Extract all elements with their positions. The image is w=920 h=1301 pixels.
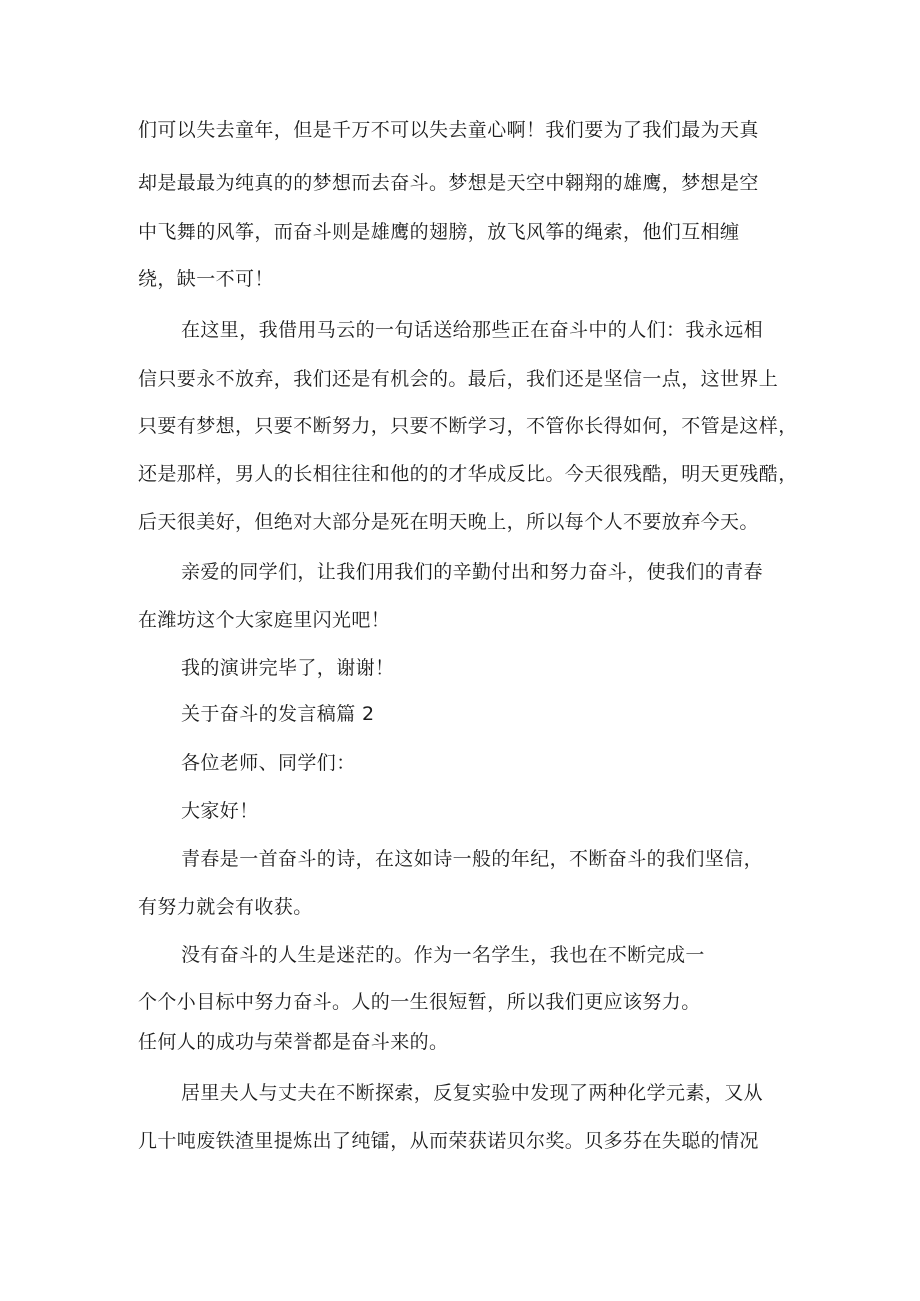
paragraph-line: 信只要永不放弃，我们还是有机会的。最后，我们还是坚信一点，这世界上 <box>138 368 779 390</box>
paragraph-line: 还是那样，男人的长相往往和他的的才华成反比。今天很残酷，明天更残酷， <box>138 463 798 485</box>
paragraph-line: 中飞舞的风筝，而奋斗则是雄鹰的翅膀，放飞风筝的绳索，他们互相缠 <box>138 221 740 243</box>
paragraph-line: 们可以失去童年，但是千万不可以失去童心啊！我们要为了我们最为天真 <box>138 119 759 141</box>
paragraph-line: 几十吨废铁渣里提炼出了纯镭，从而荣获诺贝尔奖。贝多芬在失聪的情况 <box>138 1130 759 1152</box>
paragraph-line: 居里夫人与丈夫在不断探索，反复实验中发现了两种化学元素，又从 <box>181 1082 764 1104</box>
paragraph-line: 亲爱的同学们，让我们用我们的辛勤付出和努力奋斗，使我们的青春 <box>181 561 764 583</box>
paragraph-line: 却是最最为纯真的的梦想而去奋斗。梦想是天空中翱翔的雄鹰，梦想是空 <box>138 172 759 194</box>
greeting-line: 大家好！ <box>181 800 259 822</box>
section-title: 关于奋斗的发言稿篇 2 <box>181 703 375 725</box>
paragraph-line: 在这里，我借用马云的一句话送给那些正在奋斗中的人们：我永远相 <box>181 319 764 341</box>
paragraph-line: 没有奋斗的人生是迷茫的。作为一名学生，我也在不断完成一 <box>181 944 705 966</box>
paragraph-line: 后天很美好，但绝对大部分是死在明天晚上，所以每个人不要放弃今天。 <box>138 511 759 533</box>
salutation-line: 各位老师、同学们： <box>181 752 356 774</box>
paragraph-line: 青春是一首奋斗的诗，在这如诗一般的年纪，不断奋斗的我们坚信， <box>181 848 764 870</box>
closing-line: 我的演讲完毕了，谢谢！ <box>181 657 395 679</box>
paragraph-line: 在潍坊这个大家庭里闪光吧！ <box>138 609 391 631</box>
paragraph-line: 绕，缺一不可！ <box>138 268 274 290</box>
paragraph-line: 只要有梦想，只要不断努力，只要不断学习，不管你长得如何，不管是这样， <box>138 415 798 437</box>
paragraph-line: 任何人的成功与荣誉都是奋斗来的。 <box>138 1031 449 1053</box>
paragraph-line: 有努力就会有收获。 <box>138 896 313 918</box>
paragraph-line: 个个小目标中努力奋斗。人的一生很短暂，所以我们更应该努力。 <box>138 991 701 1013</box>
